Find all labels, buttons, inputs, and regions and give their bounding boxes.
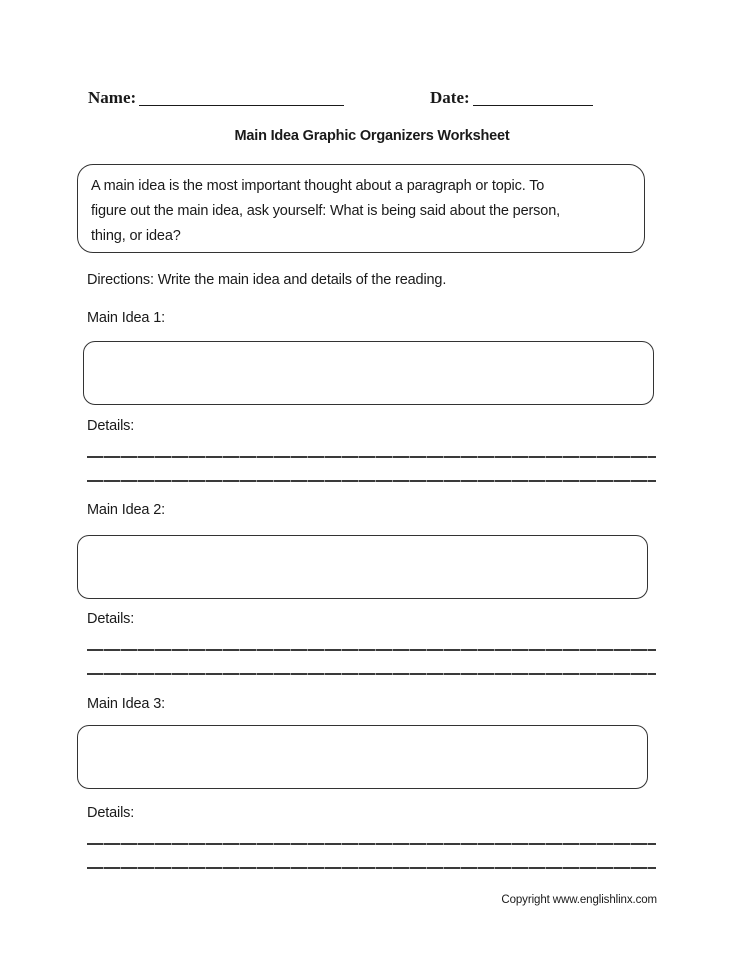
- main-idea-1-box[interactable]: [83, 341, 654, 405]
- directions-text: Directions: Write the main idea and details of the reading.: [87, 272, 447, 288]
- intro-line-3: thing, or idea?: [91, 228, 181, 244]
- details-1-line-2[interactable]: [87, 480, 656, 482]
- intro-line-2: figure out the main idea, ask yourself: What is being said about the person,: [91, 203, 560, 219]
- main-idea-2-box[interactable]: [77, 535, 648, 599]
- main-idea-3-box[interactable]: [77, 725, 648, 789]
- details-2-line-2[interactable]: [87, 673, 656, 675]
- name-label: Name:: [88, 88, 137, 107]
- date-label: Date:: [430, 88, 470, 107]
- details-2-label: Details:: [87, 611, 135, 627]
- worksheet-title: Main Idea Graphic Organizers Worksheet: [234, 128, 510, 144]
- date-field-line[interactable]: [473, 105, 593, 106]
- intro-line-1: A main idea is the most important thought about a paragraph or topic. To: [91, 178, 545, 194]
- details-1-label: Details:: [87, 418, 135, 434]
- main-idea-1-label: Main Idea 1:: [87, 310, 165, 326]
- details-2-line-1[interactable]: [87, 649, 656, 651]
- details-3-label: Details:: [87, 805, 135, 821]
- details-1-line-1[interactable]: [87, 456, 656, 458]
- details-3-line-2[interactable]: [87, 867, 656, 869]
- copyright-text: Copyright www.englishlinx.com: [501, 894, 657, 906]
- details-3-line-1[interactable]: [87, 843, 656, 845]
- main-idea-2-label: Main Idea 2:: [87, 502, 165, 518]
- name-field-line[interactable]: [139, 105, 344, 106]
- main-idea-3-label: Main Idea 3:: [87, 696, 165, 712]
- intro-text: [91, 174, 641, 249]
